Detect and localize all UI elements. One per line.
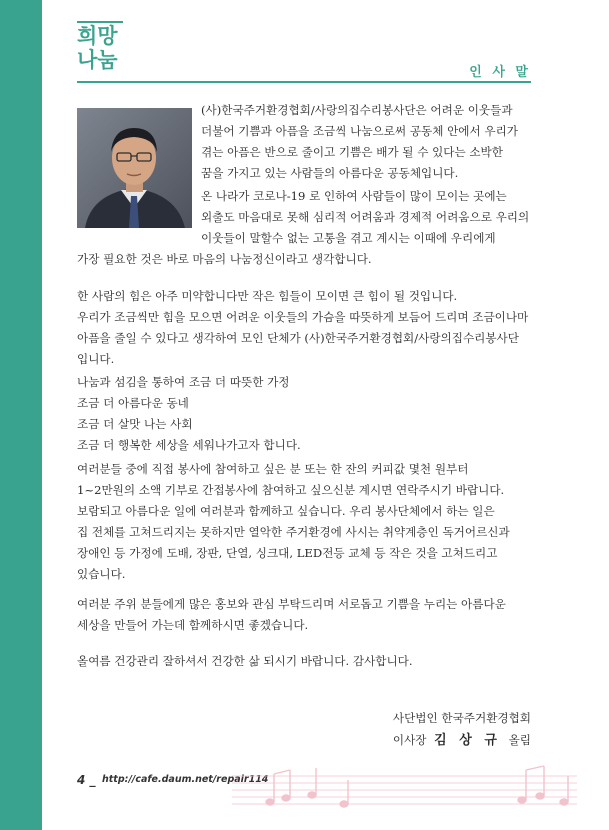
title-line-2: 나눔 (77, 48, 118, 72)
paragraph-covid: 온 나라가 코로나-19 로 인하여 사람들이 많이 모이는 곳에는 외출도 마음대로 못해 심리적 어려움과 경제적 어려움으로 우리의 이웃들이 말할수 없는 고통을 겪고 계시는 이때에 우리에게 (201, 189, 530, 245)
paragraph-volunteer: 여러분들 중에 직접 봉사에 참여하고 싶은 분 또는 한 잔의 커피값 몇천 원부터 1~2만원의 소액 기부로 간접봉사에 참여하고 싶으신분 계시면 연락주시기 바랍니다. 보람되고 아름다운 일에 여러분과 함께하고 싶습니다. 우리 봉사단체에서 하는 일은 집 전체를 고쳐드리지는 못하지만 열악한 주거환경에 사시는 취약계층인 독거어르신과 장애인 등 가정에 도배, 장판, 단열, 싱크대, LED전등 교체 등 작은 것을 고쳐드리고 있습니다. (77, 462, 510, 581)
title-line-1: 희망 (77, 24, 118, 48)
signature-name: 김 상 규 (434, 733, 501, 748)
paragraph-mission: 나눔과 섬김을 통하여 조금 더 따뜻한 가정 조금 더 아름다운 동네 조금 더 살맛 나는 사회 조금 더 행복한 세상을 세워나가고자 합니다. (77, 375, 301, 452)
paragraph-small-power: 한 사람의 힘은 아주 미약합니다만 작은 힘들이 모이면 큰 힘이 될 것입니다. 우리가 조금씩만 힘을 모으면 어려운 이웃들의 가슴을 따뜻하게 보듬어 드리며 조금이나마 아픔을 줄일 수 있다고 생각하여 모인 단체가 (사)한국주거환경협회/사랑의집수리봉사단 입니다. (77, 289, 529, 366)
footer-url[interactable]: http://cafe.daum.net/repair114 (102, 774, 269, 785)
paragraph-intro: (사)한국주거환경협회/사랑의집수리봉사단은 어려운 이웃들과 더불어 기쁨과 아픔을 조금씩 나눔으로써 공동체 안에서 우리가 겪는 아픔은 반으로 줄이고 기쁨은 배가 될 수 있다는 소박한 꿈을 가지고 있는 사람들의 아름다운 공동체입니다. (201, 103, 518, 180)
portrait-icon (77, 108, 192, 228)
paragraph-covid-end: 가장 필요한 것은 바로 마음의 나눔정신이라고 생각합니다. (77, 252, 372, 266)
page-number: 4 _ (77, 773, 96, 787)
signature-org: 사단법인 한국주거환경협회 (392, 711, 531, 725)
music-notes-icon (232, 762, 577, 810)
page-title (77, 24, 118, 72)
signature-title: 이사장 (392, 733, 427, 747)
side-color-bar (0, 0, 42, 830)
signature-line (393, 730, 531, 751)
signature-suffix: 올림 (508, 733, 531, 747)
title-top-rule (77, 21, 123, 23)
section-label: 인 사 말 (469, 65, 531, 80)
header-divider (77, 81, 531, 83)
paragraph-request: 여러분 주위 분들에게 많은 홍보와 관심 부탁드리며 서로돕고 기쁨을 누리는 아름다운 세상을 만들어 가는데 함께하시면 좋겠습니다. (77, 597, 506, 632)
paragraph-closing: 올여름 건강관리 잘하셔서 건강한 삶 되시기 바랍니다. 감사합니다. (77, 654, 413, 668)
portrait-photo (77, 108, 192, 228)
